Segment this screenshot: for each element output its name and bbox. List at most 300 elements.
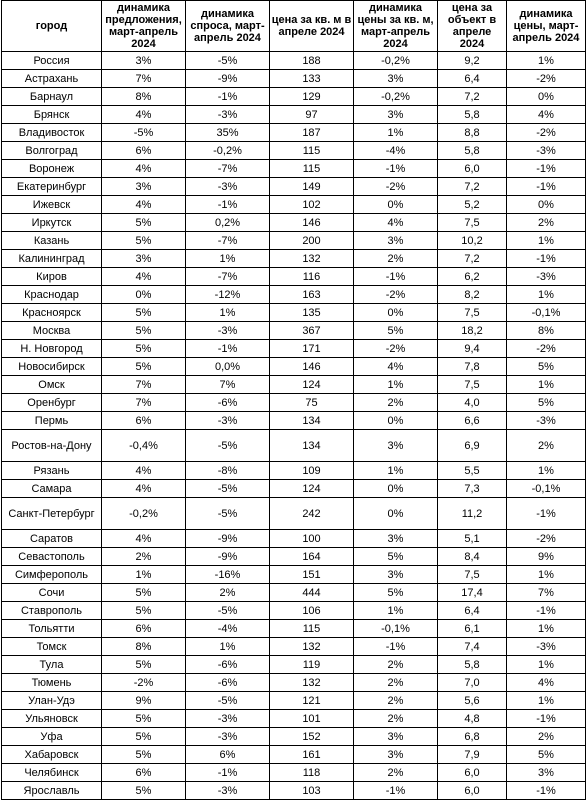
table-row [2,304,586,322]
price-per-sqm-cell: 119 [270,656,354,674]
city-cell: Тольятти [2,620,102,638]
price-dynamics-cell: 5% [507,394,586,412]
price-dynamics-cell: -2% [507,340,586,358]
price-per-object-cell: 9,4 [438,340,507,358]
price-per-sqm-cell: 146 [270,214,354,232]
supply-dynamics-cell: 6% [102,142,186,160]
demand-dynamics-cell: 1% [186,304,270,322]
price-per-sqm-dynamics-cell: 1% [354,602,438,620]
table-row [2,620,586,638]
demand-dynamics-cell: -3% [186,106,270,124]
supply-dynamics-cell: 5% [102,340,186,358]
demand-dynamics-cell: -9% [186,548,270,566]
price-per-object-cell: 6,0 [438,160,507,178]
price-per-object-cell: 7,3 [438,480,507,498]
price-per-sqm-dynamics-cell: 0% [354,412,438,430]
price-per-sqm-cell: 115 [270,160,354,178]
price-dynamics-cell: 2% [507,214,586,232]
demand-dynamics-cell: 6% [186,746,270,764]
city-cell: Ульяновск [2,710,102,728]
price-dynamics-cell: 1% [507,620,586,638]
city-cell: Красноярск [2,304,102,322]
table-row [2,602,586,620]
price-dynamics-cell: 5% [507,746,586,764]
price-per-object-cell: 6,0 [438,782,507,800]
price-per-sqm-dynamics-cell: 2% [354,692,438,710]
price-per-object-cell: 7,5 [438,566,507,584]
price-per-sqm-cell: 134 [270,430,354,462]
price-per-sqm-cell: 129 [270,88,354,106]
table-row [2,746,586,764]
city-cell: Владивосток [2,124,102,142]
city-cell: Воронеж [2,160,102,178]
price-per-sqm-cell: 161 [270,746,354,764]
price-per-object-cell: 6,0 [438,764,507,782]
table-row [2,196,586,214]
city-cell: Челябинск [2,764,102,782]
price-per-sqm-cell: 133 [270,70,354,88]
demand-dynamics-cell: -8% [186,462,270,480]
table-row [2,124,586,142]
demand-dynamics-cell: 0,0% [186,358,270,376]
price-per-object-cell: 6,4 [438,70,507,88]
price-dynamics-cell: -3% [507,638,586,656]
price-dynamics-cell: 1% [507,566,586,584]
demand-dynamics-cell: -1% [186,196,270,214]
price-per-object-cell: 18,2 [438,322,507,340]
table-row [2,674,586,692]
price-per-sqm-dynamics-cell: 5% [354,548,438,566]
price-per-object-cell: 5,8 [438,106,507,124]
city-cell: Н. Новгород [2,340,102,358]
demand-dynamics-cell: -3% [186,178,270,196]
demand-dynamics-cell: 7% [186,376,270,394]
price-per-sqm-cell: 115 [270,142,354,160]
price-per-sqm-dynamics-cell: 5% [354,322,438,340]
price-dynamics-cell: -1% [507,160,586,178]
price-dynamics-cell: 2% [507,430,586,462]
demand-dynamics-cell: -5% [186,430,270,462]
city-cell: Москва [2,322,102,340]
demand-dynamics-cell: 1% [186,638,270,656]
table-row [2,322,586,340]
city-cell: Санкт-Петербург [2,498,102,530]
price-per-object-cell: 10,2 [438,232,507,250]
supply-dynamics-cell: 4% [102,462,186,480]
supply-dynamics-cell: 6% [102,764,186,782]
price-per-sqm-cell: 135 [270,304,354,322]
price-per-sqm-cell: 116 [270,268,354,286]
price-per-sqm-cell: 115 [270,620,354,638]
demand-dynamics-cell: -6% [186,674,270,692]
table-row [2,412,586,430]
header-demand-dynamics: динамика спроса, март-апрель 2024 [186,1,270,52]
price-per-object-cell: 11,2 [438,498,507,530]
table-row [2,232,586,250]
price-per-sqm-cell: 187 [270,124,354,142]
supply-dynamics-cell: 7% [102,394,186,412]
supply-dynamics-cell: 6% [102,412,186,430]
price-per-sqm-cell: 103 [270,782,354,800]
price-per-sqm-cell: 132 [270,638,354,656]
price-per-object-cell: 6,8 [438,728,507,746]
price-per-sqm-dynamics-cell: 1% [354,462,438,480]
supply-dynamics-cell: 5% [102,782,186,800]
price-per-object-cell: 6,1 [438,620,507,638]
demand-dynamics-cell: 35% [186,124,270,142]
table-row [2,88,586,106]
demand-dynamics-cell: -16% [186,566,270,584]
demand-dynamics-cell: -5% [186,498,270,530]
table-row [2,106,586,124]
supply-dynamics-cell: 5% [102,232,186,250]
price-per-object-cell: 5,2 [438,196,507,214]
table-row [2,376,586,394]
price-per-sqm-dynamics-cell: 0% [354,498,438,530]
city-cell: Новосибирск [2,358,102,376]
price-dynamics-cell: 1% [507,232,586,250]
city-cell: Омск [2,376,102,394]
price-per-object-cell: 5,1 [438,530,507,548]
price-dynamics-cell: 4% [507,106,586,124]
supply-dynamics-cell: 3% [102,178,186,196]
demand-dynamics-cell: -3% [186,728,270,746]
price-per-sqm-cell: 118 [270,764,354,782]
price-dynamics-cell: 2% [507,728,586,746]
supply-dynamics-cell: 8% [102,88,186,106]
city-cell: Брянск [2,106,102,124]
city-cell: Севастополь [2,548,102,566]
price-per-sqm-dynamics-cell: -0,1% [354,620,438,638]
header-price-dynamics: динамика цены, март-апрель 2024 [507,1,586,52]
city-cell: Екатеринбург [2,178,102,196]
table-row [2,710,586,728]
price-dynamics-cell: 1% [507,286,586,304]
demand-dynamics-cell: -5% [186,480,270,498]
supply-dynamics-cell: 5% [102,214,186,232]
price-per-sqm-dynamics-cell: 1% [354,124,438,142]
demand-dynamics-cell: -1% [186,340,270,358]
price-per-sqm-dynamics-cell: 3% [354,106,438,124]
price-per-sqm-cell: 97 [270,106,354,124]
supply-dynamics-cell: 5% [102,322,186,340]
price-per-object-cell: 4,8 [438,710,507,728]
price-dynamics-cell: 0% [507,196,586,214]
price-per-object-cell: 7,2 [438,250,507,268]
supply-dynamics-cell: 2% [102,548,186,566]
price-per-object-cell: 5,8 [438,656,507,674]
price-per-sqm-dynamics-cell: 3% [354,430,438,462]
city-cell: Ярославль [2,782,102,800]
supply-dynamics-cell: 3% [102,52,186,70]
price-per-sqm-cell: 102 [270,196,354,214]
price-dynamics-cell: 7% [507,584,586,602]
price-per-sqm-cell: 134 [270,412,354,430]
price-per-sqm-dynamics-cell: 4% [354,214,438,232]
price-per-sqm-dynamics-cell: 0% [354,196,438,214]
price-per-object-cell: 4,0 [438,394,507,412]
price-per-sqm-dynamics-cell: 5% [354,584,438,602]
supply-dynamics-cell: 4% [102,196,186,214]
price-dynamics-cell: 1% [507,656,586,674]
city-cell: Барнаул [2,88,102,106]
price-per-sqm-dynamics-cell: 2% [354,250,438,268]
price-per-sqm-cell: 164 [270,548,354,566]
price-per-sqm-cell: 152 [270,728,354,746]
demand-dynamics-cell: 0,2% [186,214,270,232]
demand-dynamics-cell: -7% [186,160,270,178]
price-dynamics-cell: -3% [507,142,586,160]
price-per-sqm-dynamics-cell: -1% [354,638,438,656]
price-per-sqm-cell: 124 [270,376,354,394]
demand-dynamics-cell: 2% [186,584,270,602]
supply-dynamics-cell: 4% [102,530,186,548]
price-per-sqm-dynamics-cell: -4% [354,142,438,160]
header-price-per-object: цена за объект в апреле 2024 [438,1,507,52]
demand-dynamics-cell: -3% [186,710,270,728]
price-dynamics-cell: -1% [507,250,586,268]
supply-dynamics-cell: 5% [102,728,186,746]
city-cell: Пермь [2,412,102,430]
price-per-object-cell: 8,2 [438,286,507,304]
price-dynamics-cell: -1% [507,602,586,620]
price-dynamics-cell: -1% [507,782,586,800]
price-per-sqm-dynamics-cell: 2% [354,710,438,728]
price-dynamics-cell: 1% [507,462,586,480]
city-cell: Томск [2,638,102,656]
price-dynamics-cell: 8% [507,322,586,340]
city-cell: Сочи [2,584,102,602]
price-per-sqm-dynamics-cell: 2% [354,394,438,412]
supply-dynamics-cell: 7% [102,70,186,88]
price-per-sqm-dynamics-cell: 0% [354,480,438,498]
price-per-object-cell: 17,4 [438,584,507,602]
table-row [2,584,586,602]
demand-dynamics-cell: 1% [186,250,270,268]
city-cell: Калининград [2,250,102,268]
price-dynamics-cell: -3% [507,412,586,430]
price-dynamics-cell: 1% [507,692,586,710]
header-city: город [2,1,102,52]
price-per-object-cell: 7,5 [438,376,507,394]
supply-dynamics-cell: -5% [102,124,186,142]
supply-dynamics-cell: 5% [102,602,186,620]
price-dynamics-cell: -2% [507,530,586,548]
price-dynamics-cell: 4% [507,674,586,692]
price-per-sqm-cell: 242 [270,498,354,530]
price-per-sqm-cell: 163 [270,286,354,304]
price-dynamics-cell: 0% [507,88,586,106]
price-per-sqm-cell: 149 [270,178,354,196]
price-per-sqm-dynamics-cell: 0% [354,304,438,322]
price-per-sqm-dynamics-cell: -1% [354,160,438,178]
price-dynamics-cell: -2% [507,70,586,88]
price-per-object-cell: 6,4 [438,602,507,620]
price-per-sqm-cell: 146 [270,358,354,376]
price-per-sqm-dynamics-cell: 3% [354,566,438,584]
price-dynamics-cell: 1% [507,376,586,394]
price-per-sqm-dynamics-cell: 2% [354,764,438,782]
price-dynamics-cell: 3% [507,764,586,782]
city-cell: Уфа [2,728,102,746]
price-per-sqm-cell: 106 [270,602,354,620]
supply-dynamics-cell: -2% [102,674,186,692]
price-per-sqm-dynamics-cell: 3% [354,530,438,548]
demand-dynamics-cell: -5% [186,692,270,710]
price-per-object-cell: 7,2 [438,88,507,106]
table-row [2,250,586,268]
price-dynamics-cell: -1% [507,710,586,728]
price-per-sqm-dynamics-cell: 3% [354,728,438,746]
demand-dynamics-cell: -5% [186,52,270,70]
city-cell: Тула [2,656,102,674]
supply-dynamics-cell: 5% [102,746,186,764]
table-row [2,656,586,674]
city-cell: Оренбург [2,394,102,412]
price-dynamics-cell: -2% [507,124,586,142]
price-per-object-cell: 5,8 [438,142,507,160]
table-row [2,566,586,584]
price-per-sqm-dynamics-cell: 1% [354,376,438,394]
supply-dynamics-cell: 8% [102,638,186,656]
price-per-object-cell: 7,0 [438,674,507,692]
price-per-object-cell: 7,2 [438,178,507,196]
demand-dynamics-cell: -5% [186,602,270,620]
table-body [2,52,586,800]
demand-dynamics-cell: -1% [186,88,270,106]
table-row [2,70,586,88]
table-row [2,638,586,656]
price-per-sqm-dynamics-cell: -0,2% [354,52,438,70]
price-per-sqm-cell: 367 [270,322,354,340]
price-per-sqm-cell: 121 [270,692,354,710]
header-price-per-sqm: цена за кв. м в апреле 2024 [270,1,354,52]
price-per-sqm-dynamics-cell: 3% [354,746,438,764]
price-per-object-cell: 8,4 [438,548,507,566]
table-row [2,286,586,304]
table-row [2,728,586,746]
price-per-object-cell: 6,2 [438,268,507,286]
price-per-object-cell: 7,4 [438,638,507,656]
price-per-sqm-dynamics-cell: -0,2% [354,88,438,106]
price-per-sqm-cell: 132 [270,674,354,692]
table-row [2,214,586,232]
price-per-object-cell: 5,5 [438,462,507,480]
supply-dynamics-cell: 6% [102,620,186,638]
price-per-object-cell: 8,8 [438,124,507,142]
table-row [2,430,586,462]
demand-dynamics-cell: -4% [186,620,270,638]
price-per-sqm-dynamics-cell: 4% [354,358,438,376]
price-per-sqm-dynamics-cell: 2% [354,674,438,692]
price-per-sqm-cell: 151 [270,566,354,584]
table-row [2,52,586,70]
price-per-sqm-cell: 101 [270,710,354,728]
price-dynamics-cell: -3% [507,268,586,286]
city-cell: Ростов-на-Дону [2,430,102,462]
table-row [2,462,586,480]
supply-dynamics-cell: 5% [102,304,186,322]
demand-dynamics-cell: -6% [186,394,270,412]
table-row [2,782,586,800]
table-row [2,340,586,358]
price-per-sqm-cell: 171 [270,340,354,358]
city-cell: Иркутск [2,214,102,232]
header-supply-dynamics: динамика предложения, март-апрель 2024 [102,1,186,52]
price-per-sqm-dynamics-cell: -2% [354,178,438,196]
price-per-sqm-dynamics-cell: -2% [354,286,438,304]
supply-dynamics-cell: 5% [102,710,186,728]
price-dynamics-cell: -1% [507,178,586,196]
city-cell: Астрахань [2,70,102,88]
price-per-sqm-dynamics-cell: 2% [354,656,438,674]
price-per-sqm-cell: 132 [270,250,354,268]
price-dynamics-cell: 1% [507,52,586,70]
city-price-table [1,0,586,800]
price-per-sqm-cell: 75 [270,394,354,412]
city-cell: Ижевск [2,196,102,214]
price-per-object-cell: 5,6 [438,692,507,710]
city-cell: Хабаровск [2,746,102,764]
city-cell: Симферополь [2,566,102,584]
city-cell: Улан-Удэ [2,692,102,710]
city-cell: Казань [2,232,102,250]
table-row [2,178,586,196]
price-dynamics-cell: 9% [507,548,586,566]
city-cell: Тюмень [2,674,102,692]
supply-dynamics-cell: 0% [102,286,186,304]
price-per-sqm-cell: 100 [270,530,354,548]
price-dynamics-cell: -0,1% [507,304,586,322]
city-cell: Рязань [2,462,102,480]
table-row [2,530,586,548]
price-per-object-cell: 7,5 [438,214,507,232]
demand-dynamics-cell: -6% [186,656,270,674]
supply-dynamics-cell: 5% [102,656,186,674]
city-cell: Ставрополь [2,602,102,620]
price-per-object-cell: 6,9 [438,430,507,462]
supply-dynamics-cell: 4% [102,480,186,498]
supply-dynamics-cell: 7% [102,376,186,394]
city-cell: Киров [2,268,102,286]
demand-dynamics-cell: -7% [186,268,270,286]
table-row [2,498,586,530]
table-row [2,480,586,498]
price-per-object-cell: 9,2 [438,52,507,70]
table-row [2,160,586,178]
price-dynamics-cell: 5% [507,358,586,376]
demand-dynamics-cell: -3% [186,322,270,340]
price-per-sqm-dynamics-cell: -1% [354,268,438,286]
supply-dynamics-cell: 3% [102,250,186,268]
price-per-object-cell: 7,8 [438,358,507,376]
price-per-sqm-cell: 200 [270,232,354,250]
supply-dynamics-cell: 5% [102,584,186,602]
price-per-sqm-cell: 124 [270,480,354,498]
city-cell: Россия [2,52,102,70]
price-dynamics-cell: -1% [507,498,586,530]
demand-dynamics-cell: -7% [186,232,270,250]
price-per-sqm-dynamics-cell: 3% [354,232,438,250]
price-per-object-cell: 7,9 [438,746,507,764]
city-cell: Самара [2,480,102,498]
supply-dynamics-cell: 1% [102,566,186,584]
price-per-sqm-dynamics-cell: 3% [354,70,438,88]
price-dynamics-cell: -0,1% [507,480,586,498]
demand-dynamics-cell: -9% [186,70,270,88]
price-per-sqm-dynamics-cell: -2% [354,340,438,358]
supply-dynamics-cell: 5% [102,358,186,376]
